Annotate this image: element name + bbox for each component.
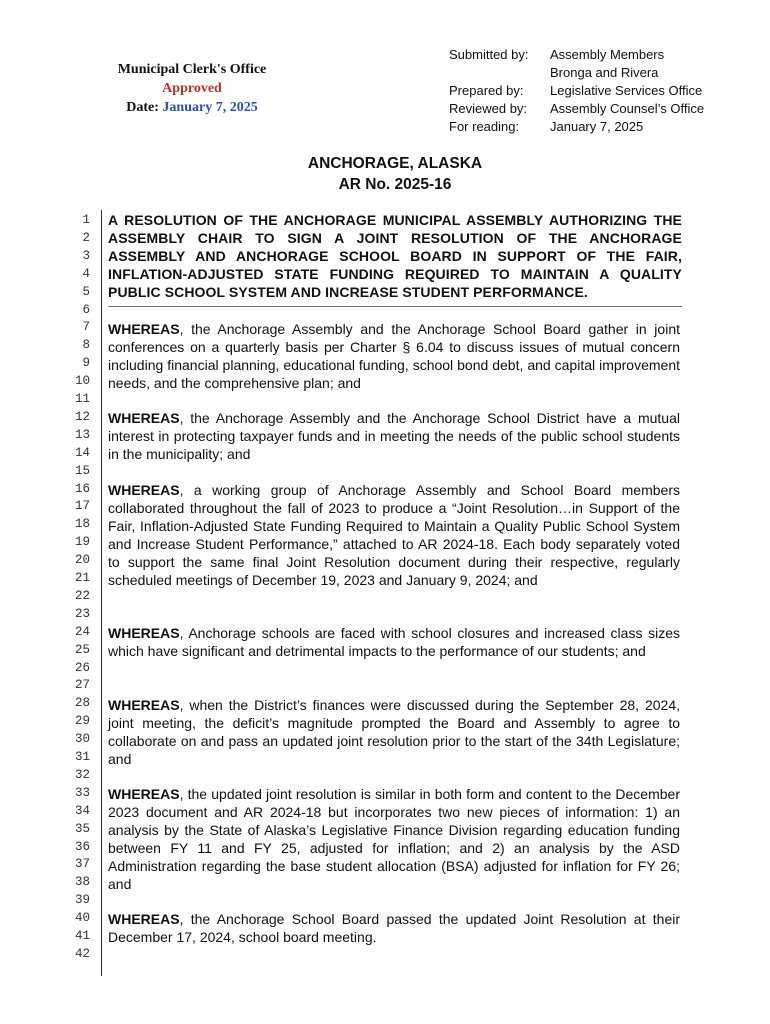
line-number: 22: [74, 588, 90, 603]
line-number: 18: [74, 517, 90, 532]
line-number: 30: [74, 732, 90, 747]
submission-labels: [449, 46, 549, 136]
line-number: 3: [82, 248, 90, 263]
line-number: 41: [74, 929, 90, 943]
line-number: 32: [74, 767, 90, 782]
line-number: 7: [82, 320, 90, 335]
line-number: 16: [74, 481, 90, 496]
line-number: 38: [74, 875, 90, 890]
whereas-paragraph: WHEREAS, the updated joint resolution is similar in both form and content to the December 2023 document and AR 2024-18 but incorporates two new pieces of information: 1) an analysis by the State of Alaska’s Legislative Finance Division regarding education funding between FY 11 and FY 25, adjusted for inflation; and 2) an analysis by the ASD Administration regarding the base student allocation (BSA) adjusted for inflation for FY 26; and: [108, 786, 680, 892]
line-number: 12: [74, 409, 90, 424]
line-number: 9: [82, 356, 90, 371]
for-reading-label: For reading:: [449, 119, 520, 134]
line-number: 42: [74, 946, 90, 961]
line-number: 29: [74, 714, 90, 729]
line-number: 39: [74, 893, 90, 908]
line-number: 20: [74, 553, 90, 568]
whereas-paragraph: WHEREAS, the Anchorage Assembly and the Anchorage School Board gather in joint conferences on a quarterly basis per Charter § 6.04 to discuss issues of mutual concern including financial planning, educational funding, school bond debt, and capital improvement needs, and the comprehensive plan; and: [108, 321, 680, 391]
line-number: 10: [74, 374, 90, 389]
line-number: 25: [74, 642, 90, 657]
line-number: 33: [74, 785, 90, 800]
prepared-by-value: Legislative Services Office: [550, 83, 703, 98]
submitted-by-value: Assembly Members: [550, 47, 665, 62]
line-number: 13: [74, 427, 90, 442]
line-number: 24: [74, 624, 90, 639]
line-number: 40: [74, 911, 90, 926]
for-reading-value: January 7, 2025: [550, 119, 644, 134]
margin-rule: [101, 210, 102, 976]
line-number: 15: [74, 463, 90, 478]
resolution-heading: A RESOLUTION OF THE ANCHORAGE MUNICIPAL ASSEMBLY AUTHORIZING THE ASSEMBLY CHAIR TO SIGN A JOINT RESOLUTION OF THE ANCHORAGE ASSEMBLY AND ANCHORAGE SCHOOL BOARD IN SUPPORT OF THE FAIR, INFLATION-ADJUSTED STATE FUNDING REQUIRED TO MAINTAIN A QUALITY PUBLIC SCHOOL SYSTEM AND INCREASE STUDENT PERFORMANCE.: [108, 212, 682, 307]
approval-date: Date: January 7, 2025: [126, 100, 258, 115]
submitted-by-value-2: Bronga and Rivera: [550, 65, 659, 80]
line-number: 36: [74, 839, 90, 854]
whereas-paragraph: WHEREAS, the Anchorage Assembly and the Anchorage School District have a mutual interest in protecting taxpayer funds and in meeting the needs of the public school students in the municipality; and: [108, 410, 680, 462]
line-number: 34: [74, 803, 90, 818]
document-city: ANCHORAGE, ALASKA: [307, 155, 483, 172]
submission-values: [550, 46, 750, 136]
whereas-paragraph: WHEREAS, a working group of Anchorage Assembly and School Board members collaborated throughout the fall of 2023 to produce a “Joint Resolution…in Support of the Fair, Inflation-Adjusted State Funding Required to Maintain a Quality Public School System and Increase Student Performance,” attached to AR 2024-18. Each body separately voted to support the same final Joint Resolution document during their respective, regularly scheduled meetings of December 19, 2023 and January 9, 2024; and: [108, 482, 680, 588]
line-number: 21: [74, 571, 90, 585]
line-number: 11: [74, 392, 90, 406]
line-number: 8: [82, 338, 90, 353]
whereas-paragraph: WHEREAS, when the District’s finances were discussed during the September 28, 2024, joint meeting, the deficit’s magnitude prompted the Board and Assembly to agree to collaborate on and pass an updated joint resolution prior to the start of the 34th Legislature; and: [108, 697, 680, 767]
line-number: 1: [82, 213, 90, 227]
line-number: 37: [74, 857, 90, 872]
prepared-by-label: Prepared by:: [449, 83, 524, 98]
line-number: 26: [74, 660, 90, 675]
line-number: 4: [82, 266, 90, 281]
clerk-office: Municipal Clerk's Office: [117, 62, 267, 77]
line-number: 19: [74, 535, 90, 550]
reviewed-by-value: Assembly Counsel’s Office: [550, 101, 705, 116]
line-number: 28: [74, 696, 90, 711]
document-number: AR No. 2025-16: [338, 176, 452, 193]
line-number: 23: [74, 606, 90, 621]
line-number: 35: [74, 821, 90, 836]
approval-status: Approved: [162, 81, 222, 96]
line-number: 2: [82, 230, 90, 245]
line-number: 17: [74, 499, 90, 514]
whereas-paragraph: WHEREAS, Anchorage schools are faced with school closures and increased class sizes which have significant and detrimental impacts to the performance of our students; and: [108, 625, 680, 659]
line-number: 27: [74, 678, 90, 693]
line-number: 5: [82, 284, 90, 299]
line-number: 31: [74, 750, 90, 764]
clerk-approval-stamp: [92, 60, 292, 117]
line-number: 6: [82, 302, 90, 317]
line-number: 14: [74, 445, 90, 460]
submitted-by-label: Submitted by:: [449, 47, 529, 62]
reviewed-by-label: Reviewed by:: [449, 101, 528, 116]
whereas-paragraph: WHEREAS, the Anchorage School Board passed the updated Joint Resolution at their December 17, 2024, school board meeting.: [108, 911, 680, 945]
